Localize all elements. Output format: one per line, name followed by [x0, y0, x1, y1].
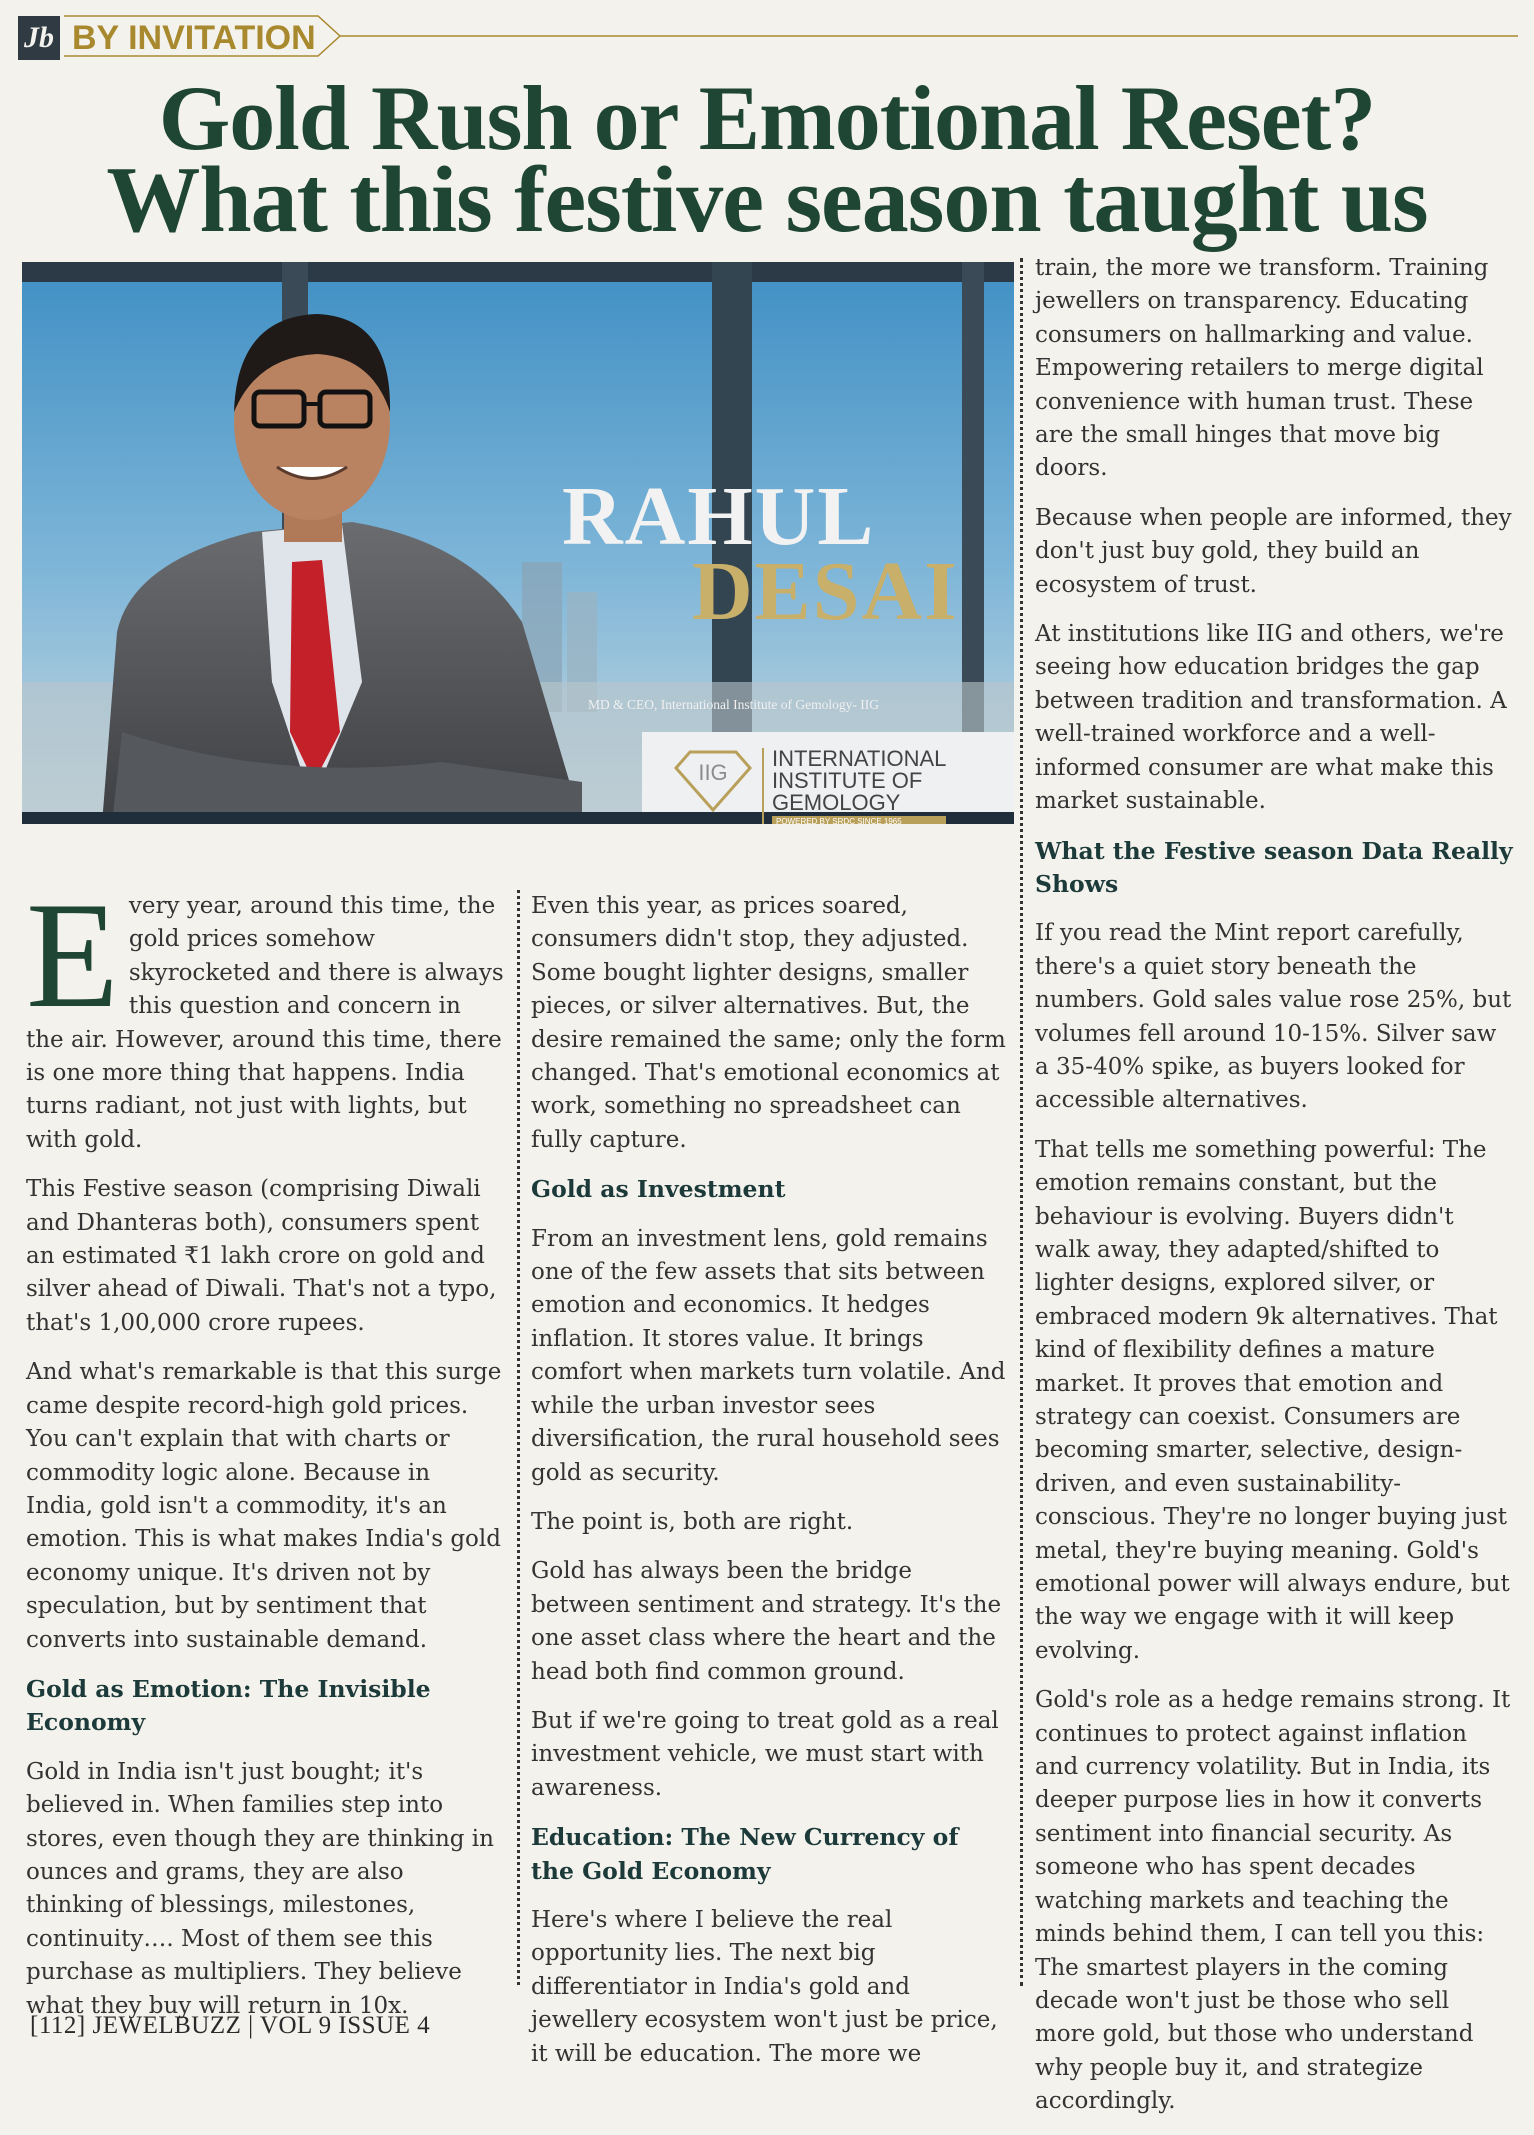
article-title-line-2: What this festive season taught us [106, 148, 1428, 252]
article-column-1 [26, 871, 504, 2039]
column-divider-1 [517, 890, 520, 1985]
paragraph: Gold's role as a hedge remains strong. It continues to protect against inflation and currency volatility. But in India, its deeper purpose lies in how it converts sentiment into financial security. As someone who has spent decades watching markets and teaching the minds behind them, I can tell you this: The smartest players in the coming decade won't just be those who sell more gold, but those who understand why people buy it, and strategize accordingly. [1035, 1687, 1511, 2115]
paragraph: This Festive season (comprising Diwali and Dhanteras both), consumers spent an estimated ₹1 lakh crore on gold and silver ahead of Diwali. That's not a typo, that's 1,00,000 crore rupees. [26, 1176, 497, 1336]
page-header [18, 10, 1518, 58]
iig-org-line-1: INTERNATIONAL [772, 746, 947, 771]
iig-org-name [762, 748, 946, 824]
paragraph: From an investment lens, gold remains one of the few assets that sits between emotion and economics. It hedges inflation. It stores value. It brings comfort when markets turn volatile. And while the urban investor sees diversification, the rural household sees gold as security. [531, 1225, 1006, 1486]
paragraph-text: very year, around this time, the gold prices somehow skyrocketed and there is always this question and concern in the air. However, around this time, there is one more thing that happens. India turns radiant, not just with lights, but with gold. [26, 893, 504, 1153]
paragraph: But if we're going to treat gold as a real investment vehicle, we must start with awareness. [531, 1707, 999, 1801]
paragraph [26, 871, 504, 1157]
subheading: Gold as Emotion: The Invisible Economy [26, 1674, 431, 1737]
author-first-name: RAHUL [562, 470, 876, 563]
paragraph: At institutions like IIG and others, we're seeing how education bridges the gap between tradition and transformation. A well-trained workforce and a well-informed consumer are what make this market sustainable. [1035, 621, 1507, 815]
paragraph: Here's where I believe the real opportunity lies. The next big differentiator in India's gold and jewellery ecosystem won't just be price, it will be education. The more we [531, 1906, 998, 2067]
author-designation: MD & CEO, International Institute of Gemology- IIG [588, 697, 879, 712]
paragraph: Because when people are informed, they don't just buy gold, they build an ecosystem of trust. [1035, 504, 1512, 598]
paragraph: Gold has always been the bridge between sentiment and strategy. It's the one asset class where the heart and the head both find common ground. [531, 1558, 1002, 1685]
author-last-name: DESAI [692, 545, 959, 638]
iig-logo-icon [672, 748, 754, 814]
iig-tagline: POWERED BY SRDC SINCE 1965 [772, 816, 946, 824]
paragraph: train, the more we transform. Training jewellers on transparency. Educating consumers on hallmarking and value. Empowering retailers to merge digital convenience with human trust. These are the small hinges that move big doors. [1035, 255, 1489, 482]
article-column-3 [1035, 252, 1515, 2135]
page-footer: [112] JEWELBUZZ | VOL 9 ISSUE 4 [30, 2012, 431, 2039]
article-title-line-1: Gold Rush or Emotional Reset? [158, 67, 1376, 169]
paragraph: And what's remarkable is that this surge came despite record-high gold prices. You can't explain that with charts or commodity logic alone. Because in India, gold isn't a commodity, it's an emotion. This is what makes India's gold economy unique. It's driven not by speculation, but by sentiment that converts into sustainable demand. [26, 1359, 502, 1653]
subheading: Gold as Investment [531, 1175, 786, 1204]
paragraph: Gold in India isn't just bought; it's believed in. When families step into stores, even though they are thinking in ounces and grams, they are also thinking of blessings, milestones, continuity…. Most of them see this purchase as multipliers. They believe what they buy will return in 10x. [26, 1758, 494, 2019]
column-divider-2 [1020, 258, 1023, 1986]
svg-text:IIG: IIG [698, 760, 728, 785]
author-photo [22, 262, 1014, 824]
paragraph: The point is, both are right. [531, 1508, 854, 1535]
paragraph: If you read the Mint report carefully, there's a quiet story beneath the numbers. Gold sales value rose 25%, but volumes fell around 10-15%. Silver saw a 35-40% spike, as buyers looked for accessible alternatives. [1035, 920, 1512, 1114]
drop-cap: E [26, 871, 119, 1039]
article-column-2 [531, 890, 1009, 2087]
iig-org-line-2: INSTITUTE OF [772, 768, 923, 793]
paragraph: That tells me something powerful: The emotion remains constant, but the behaviour is evolving. Buyers didn't walk away, they adapted/shifted to lighter designs, explored silver, or embraced modern 9k alternatives. That kind of flexibility defines a mature market. It proves that emotion and strategy can coexist. Consumers are becoming smarter, selective, design-driven, and even sustainability-conscious. They're no longer buying just metal, they're buying meaning. Gold's emotional power will always endure, but the way we engage with it will keep evolving. [1035, 1136, 1510, 1664]
iig-org-line-3: GEMOLOGY [772, 790, 901, 815]
magazine-logo: Jb [18, 16, 60, 60]
paragraph: Even this year, as prices soared, consumers didn't stop, they adjusted. Some bought lighter designs, smaller pieces, or silver alternatives. But, the desire remained the same; only the form changed. That's emotional economics at work, something no spreadsheet can fully capture. [531, 893, 1006, 1153]
section-label: BY INVITATION [72, 19, 316, 57]
subheading: Education: The New Currency of the Gold Economy [531, 1823, 959, 1885]
subheading: What the Festive season Data Really Shows [1035, 836, 1513, 898]
